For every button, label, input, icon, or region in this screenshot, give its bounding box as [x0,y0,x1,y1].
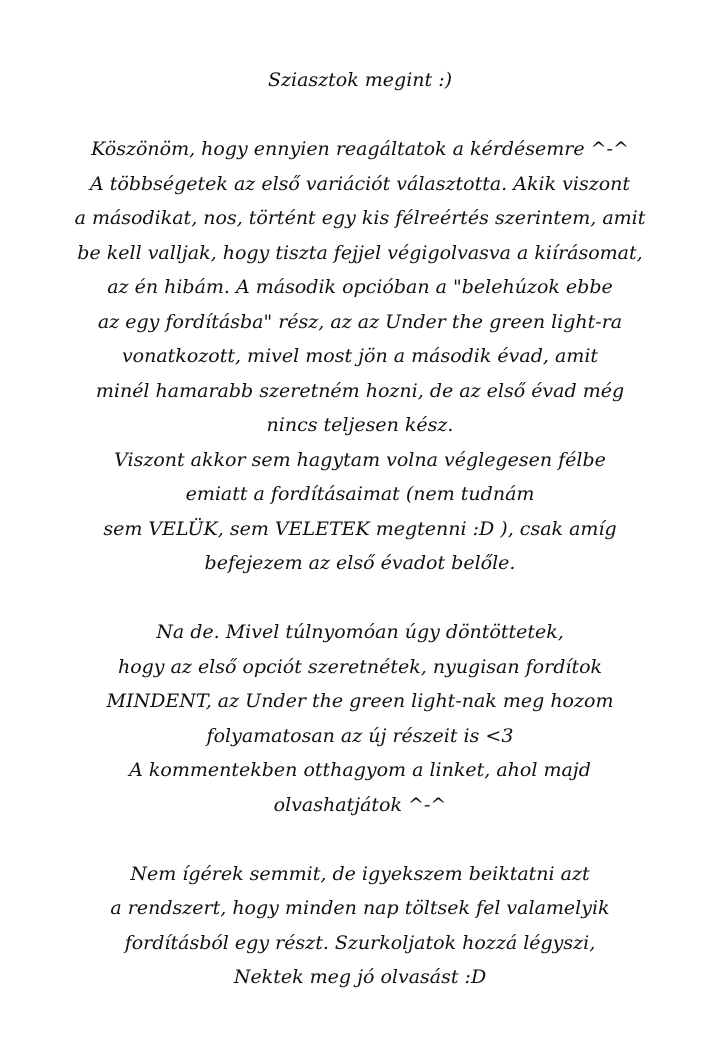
explanation-paragraph [40,132,680,581]
text-line: a rendszert, hogy minden nap töltsek fel valamelyik [110,897,610,919]
text-line: A kommentekben otthagyom a linket, ahol majd [129,759,591,781]
text-line: hogy az első opciót szeretnétek, nyugisan fordítok [117,655,603,678]
text-line: Na de. Mivel túlnyomóan úgy döntöttetek, [156,621,564,643]
paragraph-gap [40,98,680,133]
paragraph-gap [40,822,680,857]
greeting-paragraph [40,63,680,98]
text-line: A többségetek az első variációt választotta. Akik viszont [89,172,631,195]
text-line: Nektek meg jó olvasást :D [233,966,487,988]
closing-paragraph [40,857,680,995]
text-line: befejezem az első évadot belőle. [204,552,516,574]
paragraph-gap [40,581,680,616]
decision-paragraph [40,615,680,822]
text-line: az én hibám. A második opcióban a "belehúzok ebbe [107,276,613,298]
text-line: fordításból egy részt. Szurkoljatok hozzá légyszi, [124,931,596,954]
text-line: vonatkozott, mivel most jön a második évad, amit [121,345,599,367]
text-line: Nem ígérek semmit, de igyekszem beiktatni azt [130,862,590,885]
text-line: be kell valljak, hogy tiszta fejjel végigolvasva a kiírásomat, [77,241,643,264]
note-text [40,63,680,995]
text-line: folyamatosan az új részeit is <3 [206,724,514,747]
text-line: MINDENT, az Under the green light-nak meg hozom [106,690,614,712]
text-line: Köszönöm, hogy ennyien reagáltatok a kérdésemre ^-^ [91,138,629,160]
text-line: Viszont akkor sem hagytam volna véglegesen félbe [114,448,606,471]
text-line: emiatt a fordításaimat (nem tudnám [185,483,535,505]
text-line: olvashatjátok ^-^ [273,793,447,816]
text-line: Sziasztok megint :) [267,69,453,91]
text-line: minél hamarabb szeretném hozni, de az első évad még [95,379,625,402]
text-line: az egy fordításba" rész, az az Under the green light-ra [97,310,623,333]
text-line: nincs teljesen kész. [266,414,454,436]
text-line: sem VELÜK, sem VELETEK megtenni :D ), csak amíg [103,517,617,540]
text-line: a másodikat, nos, történt egy kis félreértés szerintem, amit [74,207,646,229]
